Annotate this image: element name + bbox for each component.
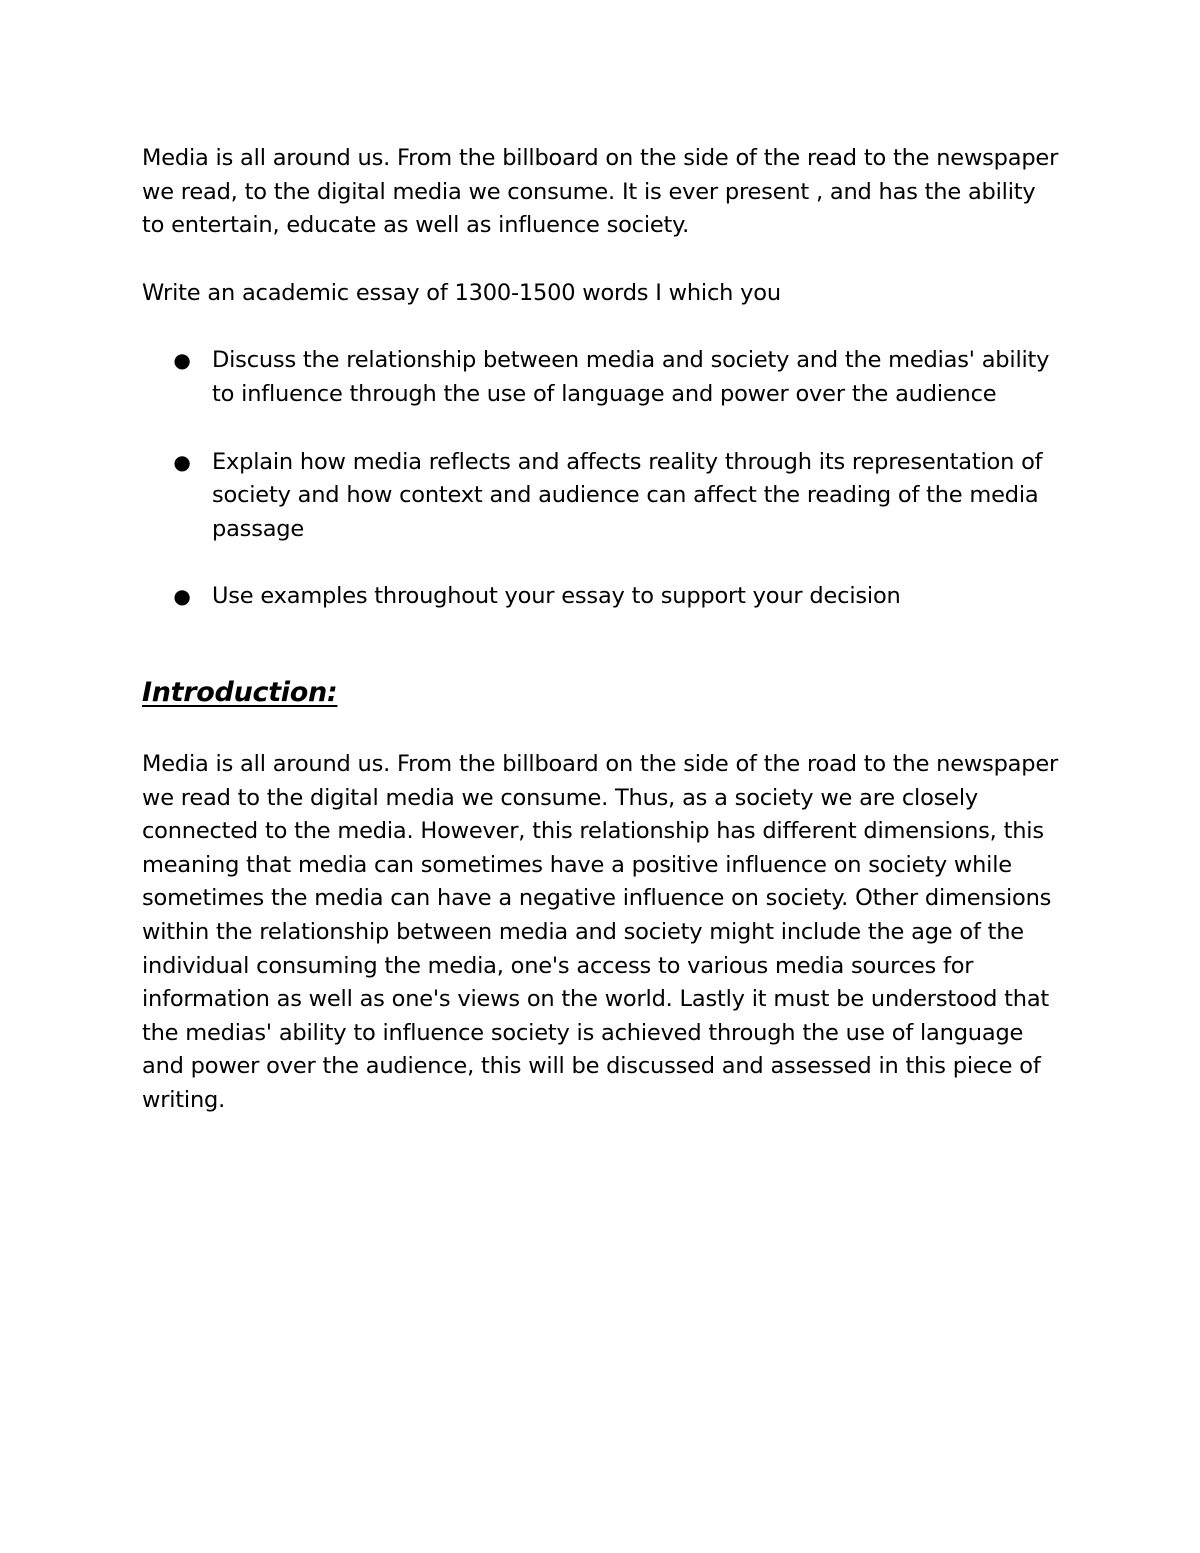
list-item — [173, 580, 1062, 614]
bullet-icon: ● — [173, 348, 191, 373]
essay-prompt: Write an academic essay of 1300-1500 words I which you — [142, 279, 781, 306]
document-body — [142, 142, 1062, 1117]
task-text: Discuss the relationship between media and society and the medias' ability to influence through the use of language and power over the audience — [212, 347, 1050, 407]
task-list — [142, 344, 1062, 614]
section-heading-introduction: Introduction: — [142, 676, 338, 708]
introduction-paragraph: Media is all around us. From the billboard on the side of the road to the newspaper we read to the digital media we consume. Thus, as a society we are closely connected to the media. However, this relationship has different dimensions, this meaning that media can sometimes have a positive influence on society while sometimes the media can have a negative influence on society. Other dimensions within the relationship between media and society might include the age of the individual consuming the media, one's access to various media sources for information as well as one's views on the world. Lastly it must be understood that the medias' ability to influence society is achieved through the use of language and power over the audience, this will be discussed and assessed in this piece of writing. — [142, 750, 1059, 1113]
bullet-icon: ● — [173, 449, 191, 474]
task-text: Use examples throughout your essay to support your decision — [212, 583, 901, 610]
list-item — [173, 344, 1062, 411]
opening-paragraph: Media is all around us. From the billboard on the side of the read to the newspaper we read, to the digital media we consume. It is ever present , and has the ability to entertain, educate as well as influence society. — [142, 145, 1059, 239]
task-text: Explain how media reflects and affects reality through its representation of society and how context and audience can affect the reading of the media passage — [212, 448, 1043, 542]
bullet-icon: ● — [173, 584, 191, 609]
list-item — [173, 446, 1062, 547]
